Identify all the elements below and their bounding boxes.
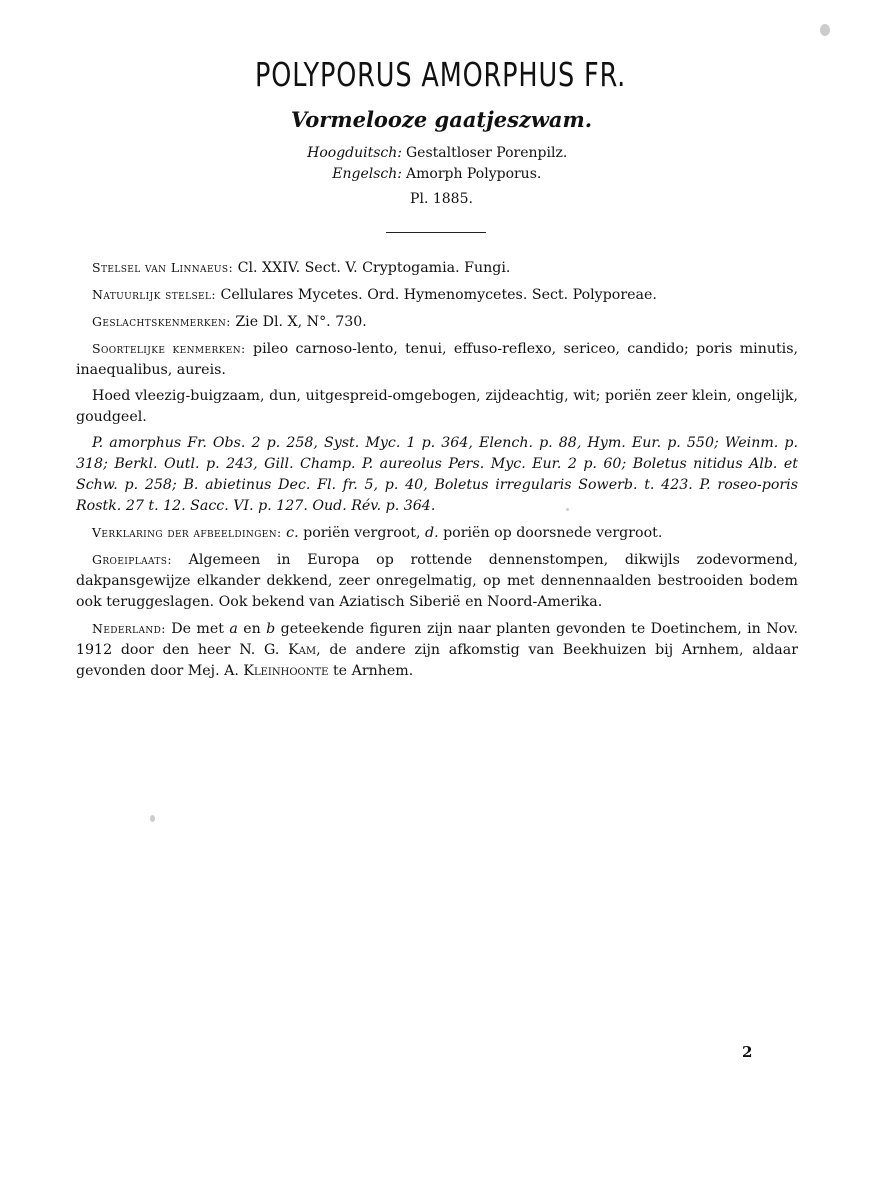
paragraph-text: , de andere zijn afkomstig van Beekhuizen bij Arnhem, aldaar gevonden door Mej. A. (76, 642, 799, 679)
vernacular-names (0, 143, 883, 185)
name-language: Hoogduitsch: (307, 145, 402, 161)
paragraph-label: Geslachtskenmerken: (92, 314, 231, 329)
paragraph-text: Zie Dl. X, N°. 730. (230, 314, 367, 330)
paragraph-label: Verklaring der afbeeldingen: (92, 525, 282, 540)
person-name: Kam (288, 642, 317, 658)
page-title: POLYPORUS AMORPHUS FR. (255, 55, 627, 94)
paragraph-text: en (237, 621, 267, 637)
german-name-line (0, 143, 883, 164)
paragraph-text: Cl. XXIV. Sect. V. Cryptogamia. Fungi. (233, 260, 511, 276)
name-value: Gestaltloser Porenpilz. (406, 145, 568, 161)
paragraph-linnaeus (76, 257, 798, 279)
plate-number: Pl. 1885. (410, 191, 473, 207)
name-language: Engelsch: (332, 166, 402, 182)
dutch-name: Vormelooze gaatjeszwam. (290, 107, 593, 132)
figure-letter: a (229, 621, 238, 637)
paragraph-text: pileo carnoso-lento, tenui, effuso-reflexo, sericeo, candido; poris minutis, inaequalibus, aureis. (76, 341, 799, 378)
paragraph-genus (76, 311, 798, 333)
paper-speck (566, 508, 569, 511)
name-value: Amorph Polyporus. (406, 166, 542, 182)
english-name-line (0, 164, 883, 185)
paragraph-text: poriën vergroot, (298, 525, 425, 541)
paragraph-label: Nederland: (92, 621, 166, 636)
paragraph-label: Stelsel van Linnaeus: (92, 260, 234, 275)
paper-speck (150, 815, 155, 822)
page-number: 2 (742, 1043, 753, 1061)
paper-speck (820, 24, 830, 36)
paragraph-text: Algemeen in Europa op rottende dennenstompen, dikwijls zodevormend, dakpansgewijze elkander dekkend, zeer onregelmatig, op met dennennaalden bestrooiden bodem ook teruggeslagen. Ook bekend van Aziatisch Siberië en Noord-Amerika. (76, 552, 798, 610)
paragraph-text: De met (165, 621, 230, 637)
paragraph-synonyms: P. amorphus Fr. Obs. 2 p. 258, Syst. Myc. 1 p. 364, Elench. p. 88, Hym. Eur. p. 550; Weinm. p. 318; Berkl. Outl. p. 243, Gill. Champ. P. aureolus Pers. Myc. Eur. 2 p. 60; Boletus nitidus Alb. et Schw. p. 258; B. abietinus Dec. Fl. fr. 5, p. 40, Boletus irregularis Sowerb. t. 423. P. roseo-poris Rostk. 27 t. 12. Sacc. VI. p. 127. Oud. Rév. p. 364. (76, 435, 798, 514)
paragraph-text: geteekende figuren zijn naar planten gevonden te Doetinchem, in Nov. 1912 door den heer N. G. (76, 621, 798, 658)
paragraph-text: poriën op doorsnede vergroot. (438, 525, 663, 541)
paragraph-text: Cellulares Mycetes. Ord. Hymenomycetes. Sect. Polyporeae. (215, 287, 657, 303)
figure-letter: d. (425, 525, 439, 541)
paragraph-text: te Arnhem. (328, 663, 414, 679)
person-name: Kleinhoonte (243, 663, 329, 679)
paragraph-description: Hoed vleezig-buigzaam, dun, uitgespreid-omgebogen, zijdeachtig, wit; poriën zeer klein, ongelijk, goudgeel. (76, 388, 798, 425)
paragraph-label: Groeiplaats: (92, 552, 172, 567)
paragraph-label: Soortelijke kenmerken: (92, 341, 246, 356)
paragraph-netherlands (76, 618, 798, 682)
text-body (76, 257, 798, 687)
paragraph-natural-system (76, 284, 798, 306)
paragraph-label: Natuurlijk stelsel: (92, 287, 216, 302)
paragraph-species (76, 338, 798, 381)
figure-letter: b (266, 621, 276, 637)
divider-rule (386, 232, 486, 233)
paragraph-habitat (76, 549, 798, 613)
paragraph-figures (76, 522, 798, 544)
figure-letter: c. (286, 525, 299, 541)
